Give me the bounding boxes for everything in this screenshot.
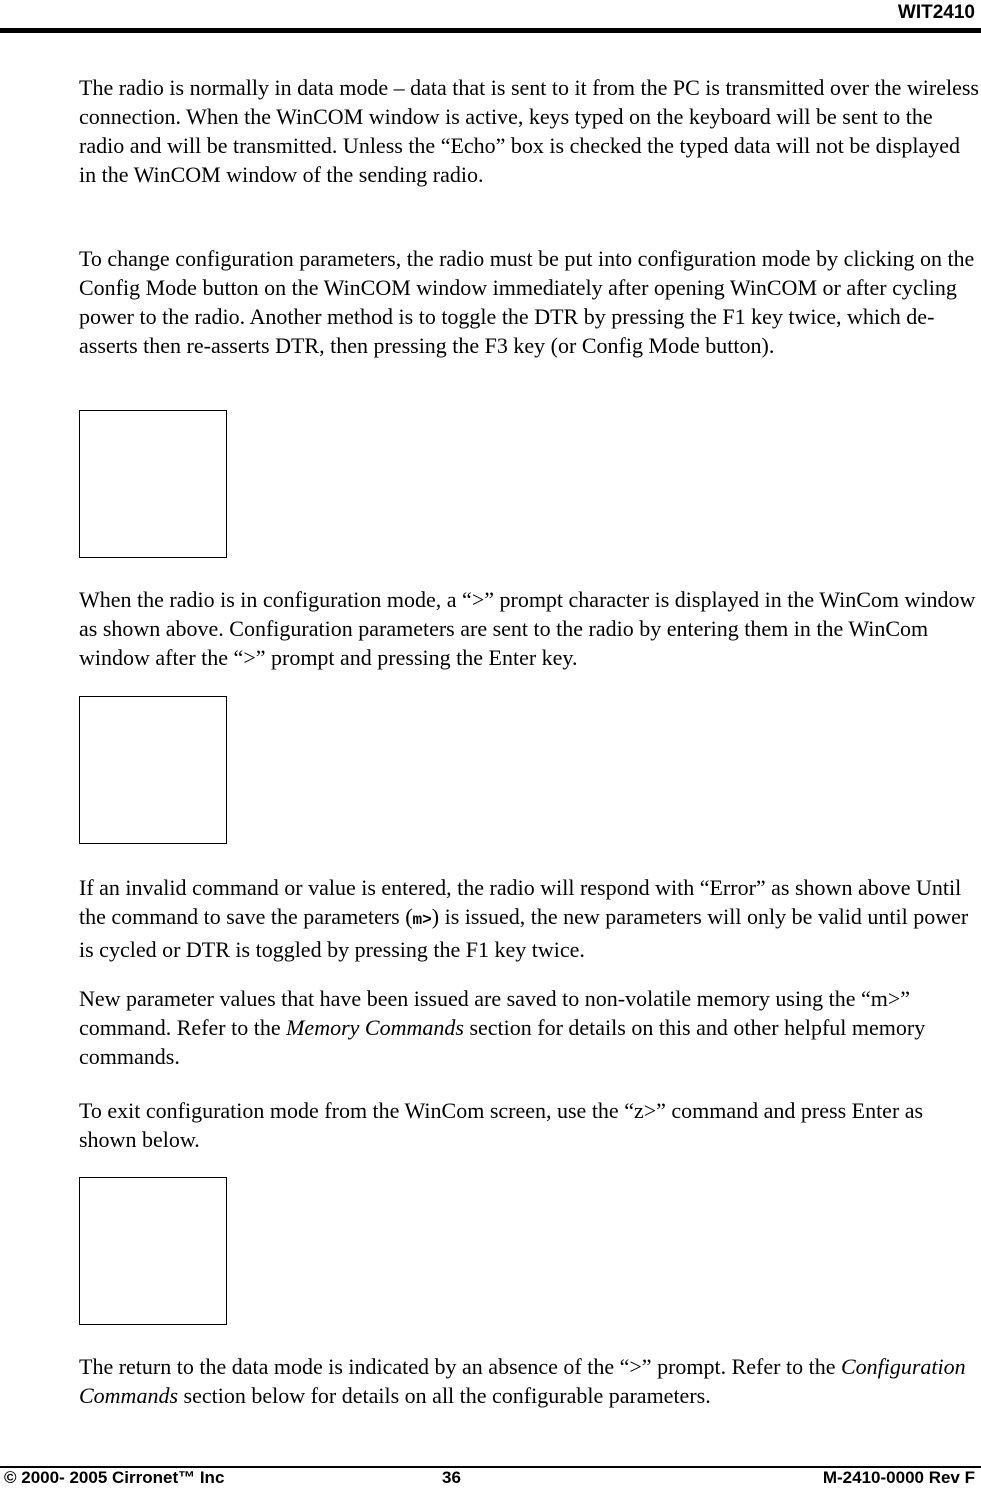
footer-doc-id: M-2410-0000 Rev F [822, 1468, 975, 1487]
paragraph-text: If an invalid command or value is entered, the radio will respond with “Error” as shown above Until the command to save the parameters ( [79, 875, 962, 929]
paragraph-text: section for details on this and other helpful memory commands. [79, 1015, 926, 1069]
paragraph-text: New parameter values that have been issued are saved to non-volatile memory using the “m>” command. Refer to the [79, 986, 911, 1040]
paragraph-text: The return to the data mode is indicated by an absence of the “>” prompt. Refer to the [79, 1354, 841, 1379]
paragraph-text: ) is issued, the new parameters will only be valid until power is cycled or DTR is toggled by pressing the F1 key twice. [79, 904, 969, 962]
save-command-code: m> [412, 911, 432, 929]
figure-exit-placeholder [79, 1177, 227, 1325]
paragraph-text: section below for details on all the configurable parameters. [178, 1383, 711, 1408]
header-title: WIT2410 [897, 2, 975, 23]
figure-config-prompt-placeholder [79, 410, 227, 558]
paragraph-data-mode: The radio is normally in data mode – data that is sent to it from the PC is transmitted over the wireless connection. When the WinCOM window is active, keys typed on the keyboard will be sent to the radio and will be transmitted. Unless the “Echo” box is checked the typed data will not be displayed in the WinCOM window of the sending radio. [79, 75, 979, 187]
paragraph-exit: To exit configuration mode from the WinCom screen, use the “z>” command and press Enter as shown below. [79, 1098, 924, 1152]
paragraph-invalid-command [79, 873, 979, 964]
paragraph-config-mode: To change configuration parameters, the radio must be put into configuration mode by clicking on the Config Mode button on the WinCOM window immediately after opening WinCOM or after cycling power to the radio. Another method is to toggle the DTR by pressing the F1 key twice, which de-asserts then re-asserts DTR, then pressing the F3 key (or Config Mode button). [79, 246, 975, 358]
paragraph-memory [79, 984, 979, 1071]
footer-copyright: © 2000- 2005 Cirronet™ Inc [4, 1468, 225, 1487]
paragraph-return [79, 1352, 979, 1410]
figure-error-placeholder [79, 696, 227, 844]
memory-commands-reference: Memory Commands [286, 1015, 464, 1040]
footer-page-number: 36 [442, 1468, 461, 1487]
header-rule [0, 28, 981, 33]
configuration-commands-reference: Configuration Commands [79, 1354, 966, 1408]
paragraph-prompt: When the radio is in configuration mode, a “>” prompt character is displayed in the WinCom window as shown above. Configuration parameters are sent to the radio by entering them in the WinCom window after the “>” prompt and pressing the Enter key. [79, 587, 976, 670]
